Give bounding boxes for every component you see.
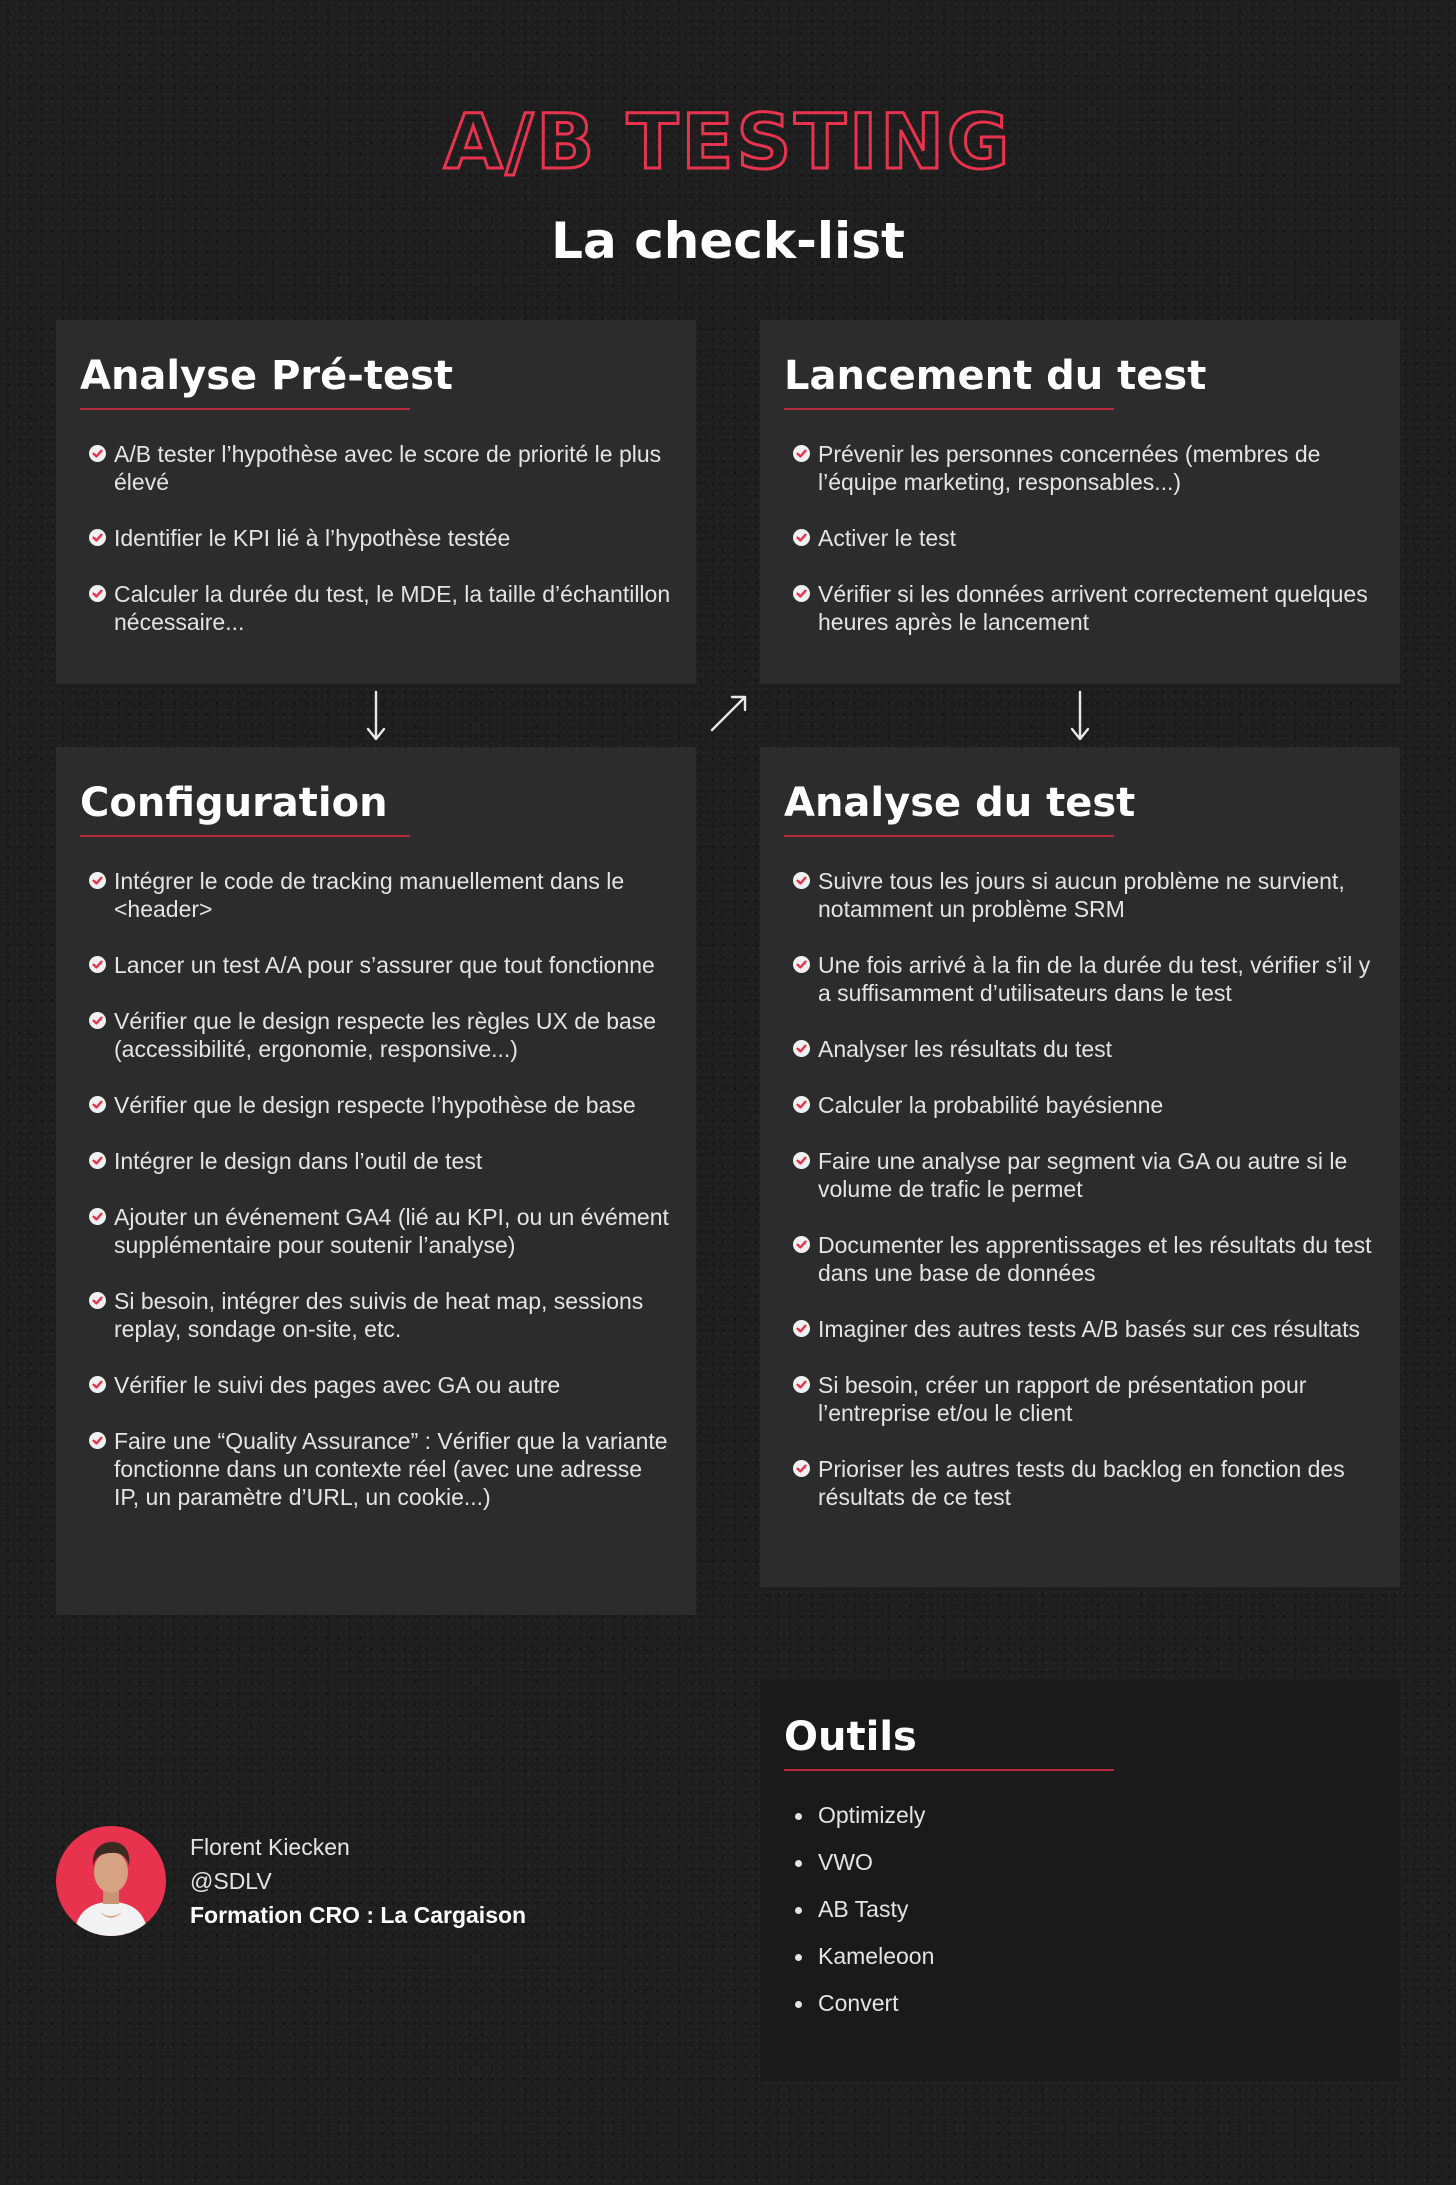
checklist-item bbox=[80, 1007, 672, 1063]
checklist-item-text: Ajouter un événement GA4 (lié au KPI, ou un évément supplémentaire pour soutenir l’analyse) bbox=[114, 1204, 669, 1258]
checklist-item-text: Analyser les résultats du test bbox=[818, 1036, 1113, 1062]
checklist-item-text: A/B tester l’hypothèse avec le score de priorité le plus élevé bbox=[114, 441, 662, 495]
checklist-item bbox=[784, 524, 1376, 552]
checklist-item bbox=[784, 1315, 1376, 1343]
checklist-item bbox=[784, 1091, 1376, 1119]
check-icon bbox=[793, 529, 810, 546]
checklist-item bbox=[784, 1231, 1376, 1287]
check-icon bbox=[793, 956, 810, 973]
check-icon bbox=[89, 585, 106, 602]
bullet-icon bbox=[795, 1860, 802, 1867]
check-icon bbox=[793, 1152, 810, 1169]
author-name: Florent Kiecken bbox=[190, 1834, 350, 1860]
checklist-item bbox=[80, 951, 672, 979]
check-icon bbox=[793, 1376, 810, 1393]
checklist-item bbox=[80, 440, 672, 496]
checklist-item-text: Suivre tous les jours si aucun problème ne survient, notamment un problème SRM bbox=[818, 868, 1345, 922]
check-icon bbox=[793, 585, 810, 602]
checklist-item-text: Prévenir les personnes concernées (membres de l’équipe marketing, responsables...) bbox=[818, 441, 1321, 495]
checklist-item-text: Vérifier que le design respecte les règles UX de base (accessibilité, ergonomie, responsive...) bbox=[114, 1008, 657, 1062]
check-icon bbox=[89, 1292, 106, 1309]
check-icon bbox=[793, 1236, 810, 1253]
tool-name: Optimizely bbox=[818, 1802, 926, 1828]
checklist-item-text: Prioriser les autres tests du backlog en fonction des résultats de ce test bbox=[818, 1456, 1345, 1510]
checklist-item bbox=[80, 1091, 672, 1119]
author-course: Formation CRO : La Cargaison bbox=[190, 1902, 527, 1928]
checklist-item-text: Identifier le KPI lié à l’hypothèse testée bbox=[114, 525, 511, 551]
card-analysis bbox=[760, 747, 1400, 1587]
checklist-item-text: Documenter les apprentissages et les résultats du test dans une base de données bbox=[818, 1232, 1372, 1286]
subtitle: La check-list bbox=[551, 212, 905, 270]
card-title-configuration: Configuration bbox=[80, 780, 388, 826]
tool-name: VWO bbox=[818, 1849, 873, 1875]
arrow-up-right-icon bbox=[708, 692, 750, 734]
card-title-launch: Lancement du test bbox=[784, 353, 1207, 399]
checklist-item-text: Intégrer le code de tracking manuellement dans le <header> bbox=[114, 868, 625, 922]
checklist-item-text: Intégrer le design dans l’outil de test bbox=[114, 1148, 483, 1174]
checklist-item bbox=[784, 1035, 1376, 1063]
checklist-item-text: Vérifier que le design respecte l’hypothèse de base bbox=[114, 1092, 636, 1118]
author-info bbox=[190, 1830, 526, 1932]
card-pre-test bbox=[56, 320, 696, 684]
tool-item bbox=[784, 1942, 1376, 1970]
check-icon bbox=[793, 445, 810, 462]
title-underline bbox=[784, 408, 1114, 410]
checklist-pre-test bbox=[80, 440, 672, 636]
bullet-icon bbox=[795, 1907, 802, 1914]
check-icon bbox=[89, 1376, 106, 1393]
checklist-item-text: Si besoin, intégrer des suivis de heat map, sessions replay, sondage on-site, etc. bbox=[114, 1288, 644, 1342]
bullet-icon bbox=[795, 1954, 802, 1961]
check-icon bbox=[89, 1012, 106, 1029]
checklist-item bbox=[784, 440, 1376, 496]
check-icon bbox=[793, 1320, 810, 1337]
check-icon bbox=[793, 872, 810, 889]
tool-name: Convert bbox=[818, 1990, 899, 2016]
checklist-item bbox=[80, 1427, 672, 1511]
checklist-item bbox=[80, 580, 672, 636]
checklist-item bbox=[784, 1371, 1376, 1427]
check-icon bbox=[89, 529, 106, 546]
check-icon bbox=[89, 956, 106, 973]
checklist-item-text: Calculer la probabilité bayésienne bbox=[818, 1092, 1164, 1118]
author-handle: @SDLV bbox=[190, 1868, 272, 1894]
checklist-item bbox=[80, 524, 672, 552]
checklist-item bbox=[80, 1147, 672, 1175]
checklist-item-text: Faire une analyse par segment via GA ou autre si le volume de trafic le permet bbox=[818, 1148, 1348, 1202]
tool-name: Kameleoon bbox=[818, 1943, 935, 1969]
checklist-item-text: Une fois arrivé à la fin de la durée du test, vérifier s’il y a suffisamment d’utilisateurs dans le test bbox=[818, 952, 1371, 1006]
title-underline bbox=[784, 1769, 1114, 1771]
card-configuration bbox=[56, 747, 696, 1615]
checklist-configuration bbox=[80, 867, 672, 1511]
checklist-analysis bbox=[784, 867, 1376, 1511]
check-icon bbox=[89, 1432, 106, 1449]
checklist-launch bbox=[784, 440, 1376, 636]
bullet-icon bbox=[795, 2001, 802, 2008]
tool-item bbox=[784, 1895, 1376, 1923]
tools-list bbox=[784, 1801, 1376, 2017]
checklist-item bbox=[80, 1371, 672, 1399]
check-icon bbox=[89, 445, 106, 462]
tool-name: AB Tasty bbox=[818, 1896, 909, 1922]
check-icon bbox=[89, 872, 106, 889]
checklist-item bbox=[784, 1455, 1376, 1511]
card-title-pre-test: Analyse Pré-test bbox=[80, 353, 454, 399]
checklist-item-text: Activer le test bbox=[818, 525, 957, 551]
check-icon bbox=[793, 1096, 810, 1113]
checklist-item-text: Imaginer des autres tests A/B basés sur ces résultats bbox=[818, 1316, 1361, 1342]
title-underline bbox=[784, 835, 1114, 837]
card-tools bbox=[760, 1681, 1400, 2081]
arrow-down-icon bbox=[1068, 690, 1092, 742]
card-launch bbox=[760, 320, 1400, 684]
checklist-item-text: Lancer un test A/A pour s’assurer que tout fonctionne bbox=[114, 952, 655, 978]
checklist-item bbox=[784, 580, 1376, 636]
tool-item bbox=[784, 1989, 1376, 2017]
checklist-item bbox=[80, 1287, 672, 1343]
checklist-item bbox=[784, 1147, 1376, 1203]
check-icon bbox=[793, 1040, 810, 1057]
checklist-item-text: Vérifier le suivi des pages avec GA ou autre bbox=[114, 1372, 561, 1398]
checklist-item-text: Calculer la durée du test, le MDE, la taille d’échantillon nécessaire... bbox=[114, 581, 671, 635]
checklist-item bbox=[80, 867, 672, 923]
arrow-down-icon bbox=[364, 690, 388, 742]
title-underline bbox=[80, 835, 410, 837]
checklist-item bbox=[784, 951, 1376, 1007]
checklist-item-text: Vérifier si les données arrivent correctement quelques heures après le lancement bbox=[818, 581, 1368, 635]
card-title-tools: Outils bbox=[784, 1714, 917, 1760]
avatar bbox=[56, 1826, 166, 1936]
checklist-item bbox=[80, 1203, 672, 1259]
main-title: A/B TESTING bbox=[443, 97, 1013, 186]
check-icon bbox=[89, 1152, 106, 1169]
tool-item bbox=[784, 1801, 1376, 1829]
tool-item bbox=[784, 1848, 1376, 1876]
card-title-analysis: Analyse du test bbox=[784, 780, 1136, 826]
check-icon bbox=[89, 1208, 106, 1225]
check-icon bbox=[89, 1096, 106, 1113]
checklist-item bbox=[784, 867, 1376, 923]
checklist-item-text: Faire une “Quality Assurance” : Vérifier que la variante fonctionne dans un contexte réel (avec une adresse IP, un paramètre d’URL, un cookie...) bbox=[114, 1428, 668, 1510]
check-icon bbox=[793, 1460, 810, 1477]
title-underline bbox=[80, 408, 410, 410]
checklist-item-text: Si besoin, créer un rapport de présentation pour l’entreprise et/ou le client bbox=[818, 1372, 1307, 1426]
bullet-icon bbox=[795, 1813, 802, 1820]
